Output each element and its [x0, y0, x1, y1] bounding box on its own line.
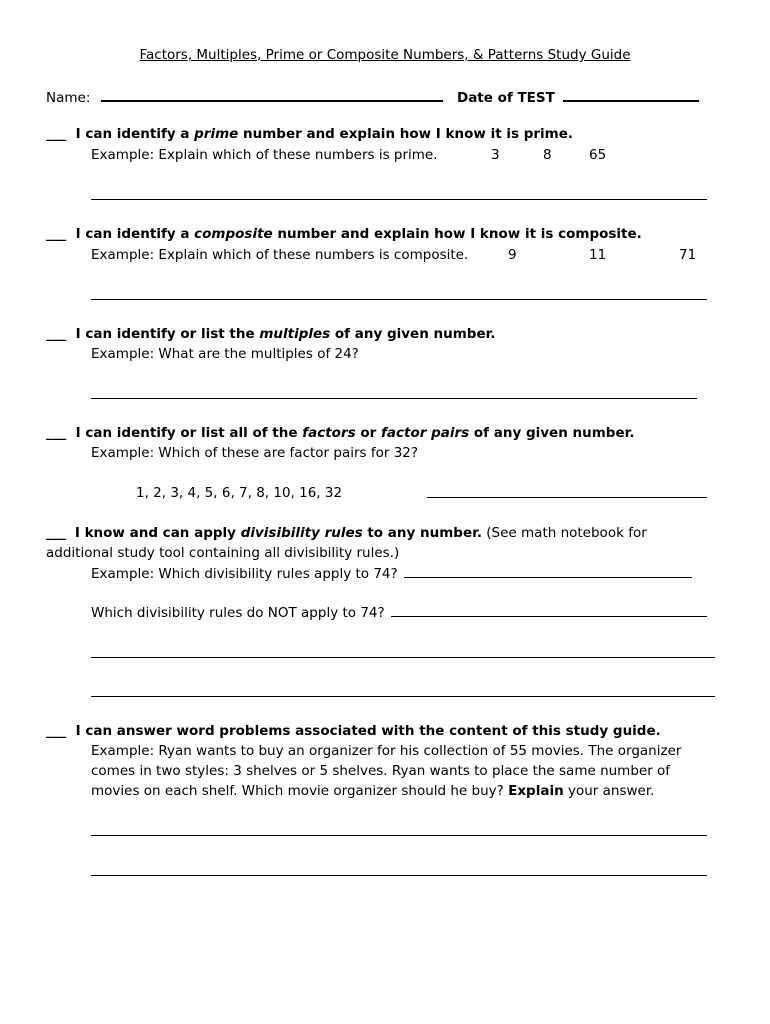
example-composite: Example: Explain which of these numbers is composite. [91, 247, 469, 263]
objective-multiples: ___ I can identify or list the multiples of any given number. [46, 326, 496, 342]
checkbox-blank[interactable]: ___ [46, 126, 67, 142]
answer-blank[interactable] [391, 604, 707, 617]
example-word-problem-line: Example: Ryan wants to buy an organizer for his collection of 55 movies. The organizer [91, 743, 682, 759]
factor-list: 1, 2, 3, 4, 5, 6, 7, 8, 10, 16, 32 [136, 485, 343, 501]
example-divisibility: Example: Which divisibility rules apply to 74? [91, 565, 692, 582]
answer-line[interactable] [91, 299, 707, 300]
number: 9 [508, 247, 517, 263]
example-factors: Example: Which of these are factor pairs for 32? [91, 445, 419, 461]
number: 3 [491, 147, 500, 163]
date-label: Date of TEST [456, 90, 555, 106]
example-prime: Example: Explain which of these numbers is prime. [91, 147, 438, 163]
example-word-problem-line: comes in two styles: 3 shelves or 5 shelves. Ryan wants to place the same number of [91, 763, 671, 779]
example-word-problem-line: movies on each shelf. Which movie organizer should he buy? Explain your answer. [91, 783, 655, 799]
name-field[interactable] [101, 88, 443, 102]
objective-composite: ___ I can identify a composite number and explain how I know it is composite. [46, 226, 642, 242]
answer-line[interactable] [91, 696, 715, 697]
objective-prime: ___ I can identify a prime number and explain how I know it is prime. [46, 126, 574, 142]
number: 65 [589, 147, 607, 163]
checkbox-blank[interactable]: ___ [46, 723, 67, 739]
checkbox-blank[interactable]: ___ [46, 425, 67, 441]
name-row [46, 88, 699, 106]
question-not-apply: Which divisibility rules do NOT apply to 74? [91, 604, 707, 621]
objective-factors: ___ I can identify or list all of the factors or factor pairs of any given number. [46, 425, 635, 441]
answer-line[interactable] [91, 875, 707, 876]
checkbox-blank[interactable]: ___ [46, 226, 67, 242]
name-label: Name: [46, 90, 91, 106]
answer-blank[interactable] [404, 565, 692, 578]
number: 11 [589, 247, 607, 263]
checkbox-blank[interactable]: ___ [46, 525, 67, 541]
example-multiples: Example: What are the multiples of 24? [91, 346, 359, 362]
checkbox-blank[interactable]: ___ [46, 326, 67, 342]
divisibility-note: additional study tool containing all divisibility rules.) [46, 545, 400, 561]
number: 8 [543, 147, 552, 163]
answer-line[interactable] [91, 398, 697, 399]
answer-line[interactable] [91, 657, 715, 658]
date-field[interactable] [563, 88, 699, 102]
page-title: Factors, Multiples, Prime or Composite Numbers, & Patterns Study Guide [139, 47, 631, 63]
answer-line[interactable] [91, 835, 707, 836]
number: 71 [679, 247, 697, 263]
answer-line[interactable] [91, 199, 707, 200]
answer-line[interactable] [427, 497, 707, 498]
objective-divisibility: ___ I know and can apply divisibility rules to any number. (See math notebook for [46, 525, 647, 541]
objective-word-problems: ___ I can answer word problems associated with the content of this study guide. [46, 723, 661, 739]
